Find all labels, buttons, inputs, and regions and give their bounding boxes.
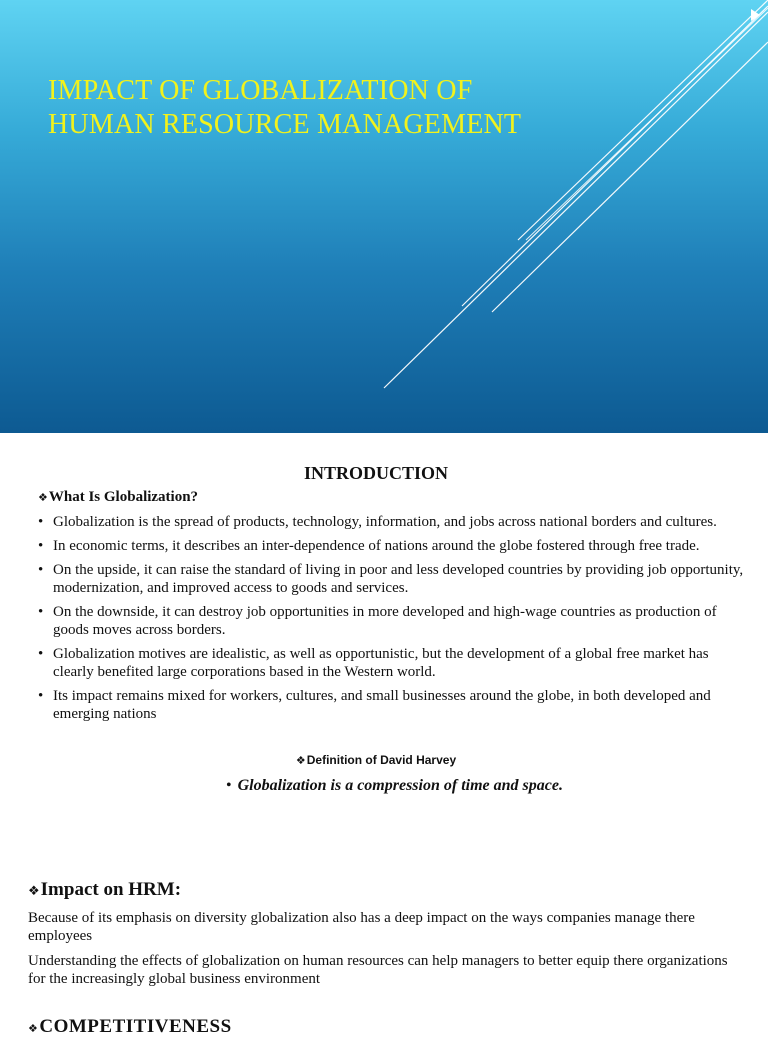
decorative-diagonal-lines (0, 0, 768, 433)
definition-quote-text: Globalization is a compression of time and space. (237, 777, 563, 794)
introduction-heading: INTRODUCTION (303, 463, 449, 483)
slide-title-line-1: IMPACT OF GLOBALIZATION OF (48, 75, 473, 106)
list-item: • On the downside, it can destroy job opportunities in more developed and high-wage countries as production of goods moves across borders. (38, 603, 750, 639)
hrm-paragraph: Because of its emphasis on diversity globalization also has a deep impact on the ways companies manage there employees (28, 910, 695, 944)
slide-title-line-2: HUMAN RESOURCE MANAGEMENT (48, 109, 522, 140)
impact-on-hrm-text: Impact on HRM: (40, 879, 182, 900)
diamond-bullet-icon: ❖ (28, 884, 40, 899)
list-item: • On the upside, it can raise the standard of living in poor and less developed countries by providing job opportunity, modernization, and improved access to goods and services. (38, 561, 750, 597)
slide-title (48, 74, 521, 142)
competitiveness-heading (28, 1016, 232, 1038)
competitiveness-text: COMPETITIVENESS (39, 1016, 232, 1037)
diamond-bullet-icon: ❖ (295, 754, 306, 767)
definition-quote (226, 777, 563, 795)
hrm-paragraph: Understanding the effects of globalization on human resources can help managers to better equip there organizations for the increasingly global business environment (28, 953, 728, 987)
diagonal-line (384, 12, 768, 388)
diagonal-line (462, 6, 768, 306)
definition-heading-text: Definition of David Harvey (306, 753, 457, 767)
diagonal-line (526, 8, 768, 240)
diagonal-line (492, 42, 768, 312)
introduction-slide (0, 433, 768, 1037)
diamond-bullet-icon: ❖ (28, 1022, 39, 1035)
title-slide (0, 0, 768, 433)
impact-on-hrm-heading (28, 879, 181, 901)
what-is-globalization-text: What Is Globalization? (48, 489, 199, 505)
definition-heading (0, 753, 752, 767)
list-item: • Its impact remains mixed for workers, cultures, and small businesses around the globe, in both developed and emerging nations (38, 687, 750, 723)
what-is-globalization-heading (38, 489, 198, 506)
list-item: • Globalization motives are idealistic, as well as opportunistic, but the development of a global free market has clearly benefited large corporations based in the Western world. (38, 645, 750, 681)
bullet-dot-icon: • (226, 777, 232, 794)
play-triangle-icon[interactable] (748, 8, 762, 22)
diamond-bullet-icon: ❖ (38, 491, 48, 504)
list-item: • In economic terms, it describes an inter-dependence of nations around the globe fostered through free trade. (38, 537, 750, 555)
diagonal-line (518, 0, 768, 240)
globalization-bullet-list (38, 513, 750, 729)
list-item: • Globalization is the spread of products, technology, information, and jobs across national borders and cultures. (38, 513, 750, 531)
